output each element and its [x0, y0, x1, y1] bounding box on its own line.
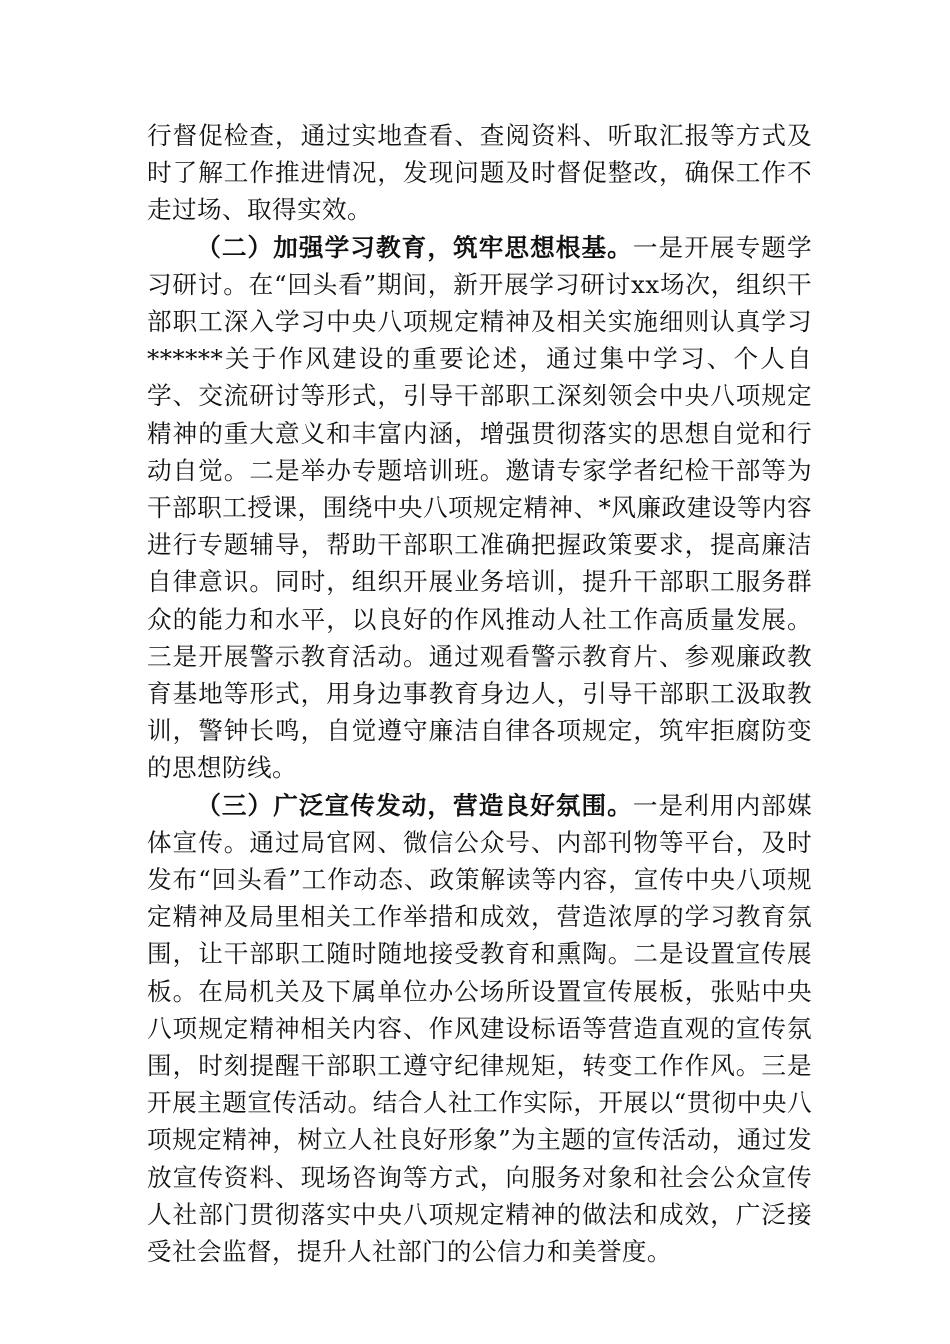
paragraph-continuation	[147, 117, 812, 229]
document-body	[147, 117, 812, 1270]
paragraph-study-education	[147, 229, 812, 787]
paragraph-body: 一是利用内部媒体宣传。通过局官网、微信公众号、内部刊物等平台，及时发布“回头看”工作动态、政策解读等内容，宣传中央八项规定精神及局里相关工作举措和成效，营造浓厚的学习教育氛围，让干部职工随时随地接受教育和熏陶。二是设置宣传展板。在局机关及下属单位办公场所设置宣传展板，张贴中央八项规定精神相关内容、作风建设标语等营造直观的宣传氛围，时刻提醒干部职工遵守纪律规矩，转变工作作风。三是开展主题宣传活动。结合人社工作实际，开展以“贯彻中央八项规定精神，树立人社良好形象”为主题的宣传活动，通过发放宣传资料、现场咨询等方式，向服务对象和社会公众宣传人社部门贯彻落实中央八项规定精神的做法和成效，广泛接受社会监督，提升人社部门的公信力和美誉度。	[147, 790, 812, 1267]
paragraph-publicity	[147, 787, 812, 1271]
paragraph-body: 行督促检查，通过实地查看、查阅资料、听取汇报等方式及时了解工作推进情况，发现问题及时督促整改，确保工作不走过场、取得实效。	[147, 121, 812, 225]
section-heading: （三）广泛宣传发动，营造良好氛围。	[196, 790, 633, 820]
paragraph-body: 一是开展专题学习研讨。在“回头看”期间，新开展学习研讨xx场次，组织干部职工深入学习中央八项规定精神及相关实施细则认真学习******关于作风建设的重要论述，通过集中学习、个人自学、交流研讨等形式，引导干部职工深刻领会中央八项规定精神的重大意义和丰富内涵，增强贯彻落实的思想自觉和行动自觉。二是举办专题培训班。邀请专家学者纪检干部等为干部职工授课，围绕中央八项规定精神、*风廉政建设等内容进行专题辅导，帮助干部职工准确把握政策要求，提高廉洁自律意识。同时，组织开展业务培训，提升干部职工服务群众的能力和水平，以良好的作风推动人社工作高质量发展。三是开展警示教育活动。通过观看警示教育片、参观廉政教育基地等形式，用身边事教育身边人，引导干部职工汲取教训，警钟长鸣，自觉遵守廉洁自律各项规定，筑牢拒腐防变的思想防线。	[147, 232, 812, 783]
section-heading: （二）加强学习教育，筑牢思想根基。	[196, 232, 633, 262]
